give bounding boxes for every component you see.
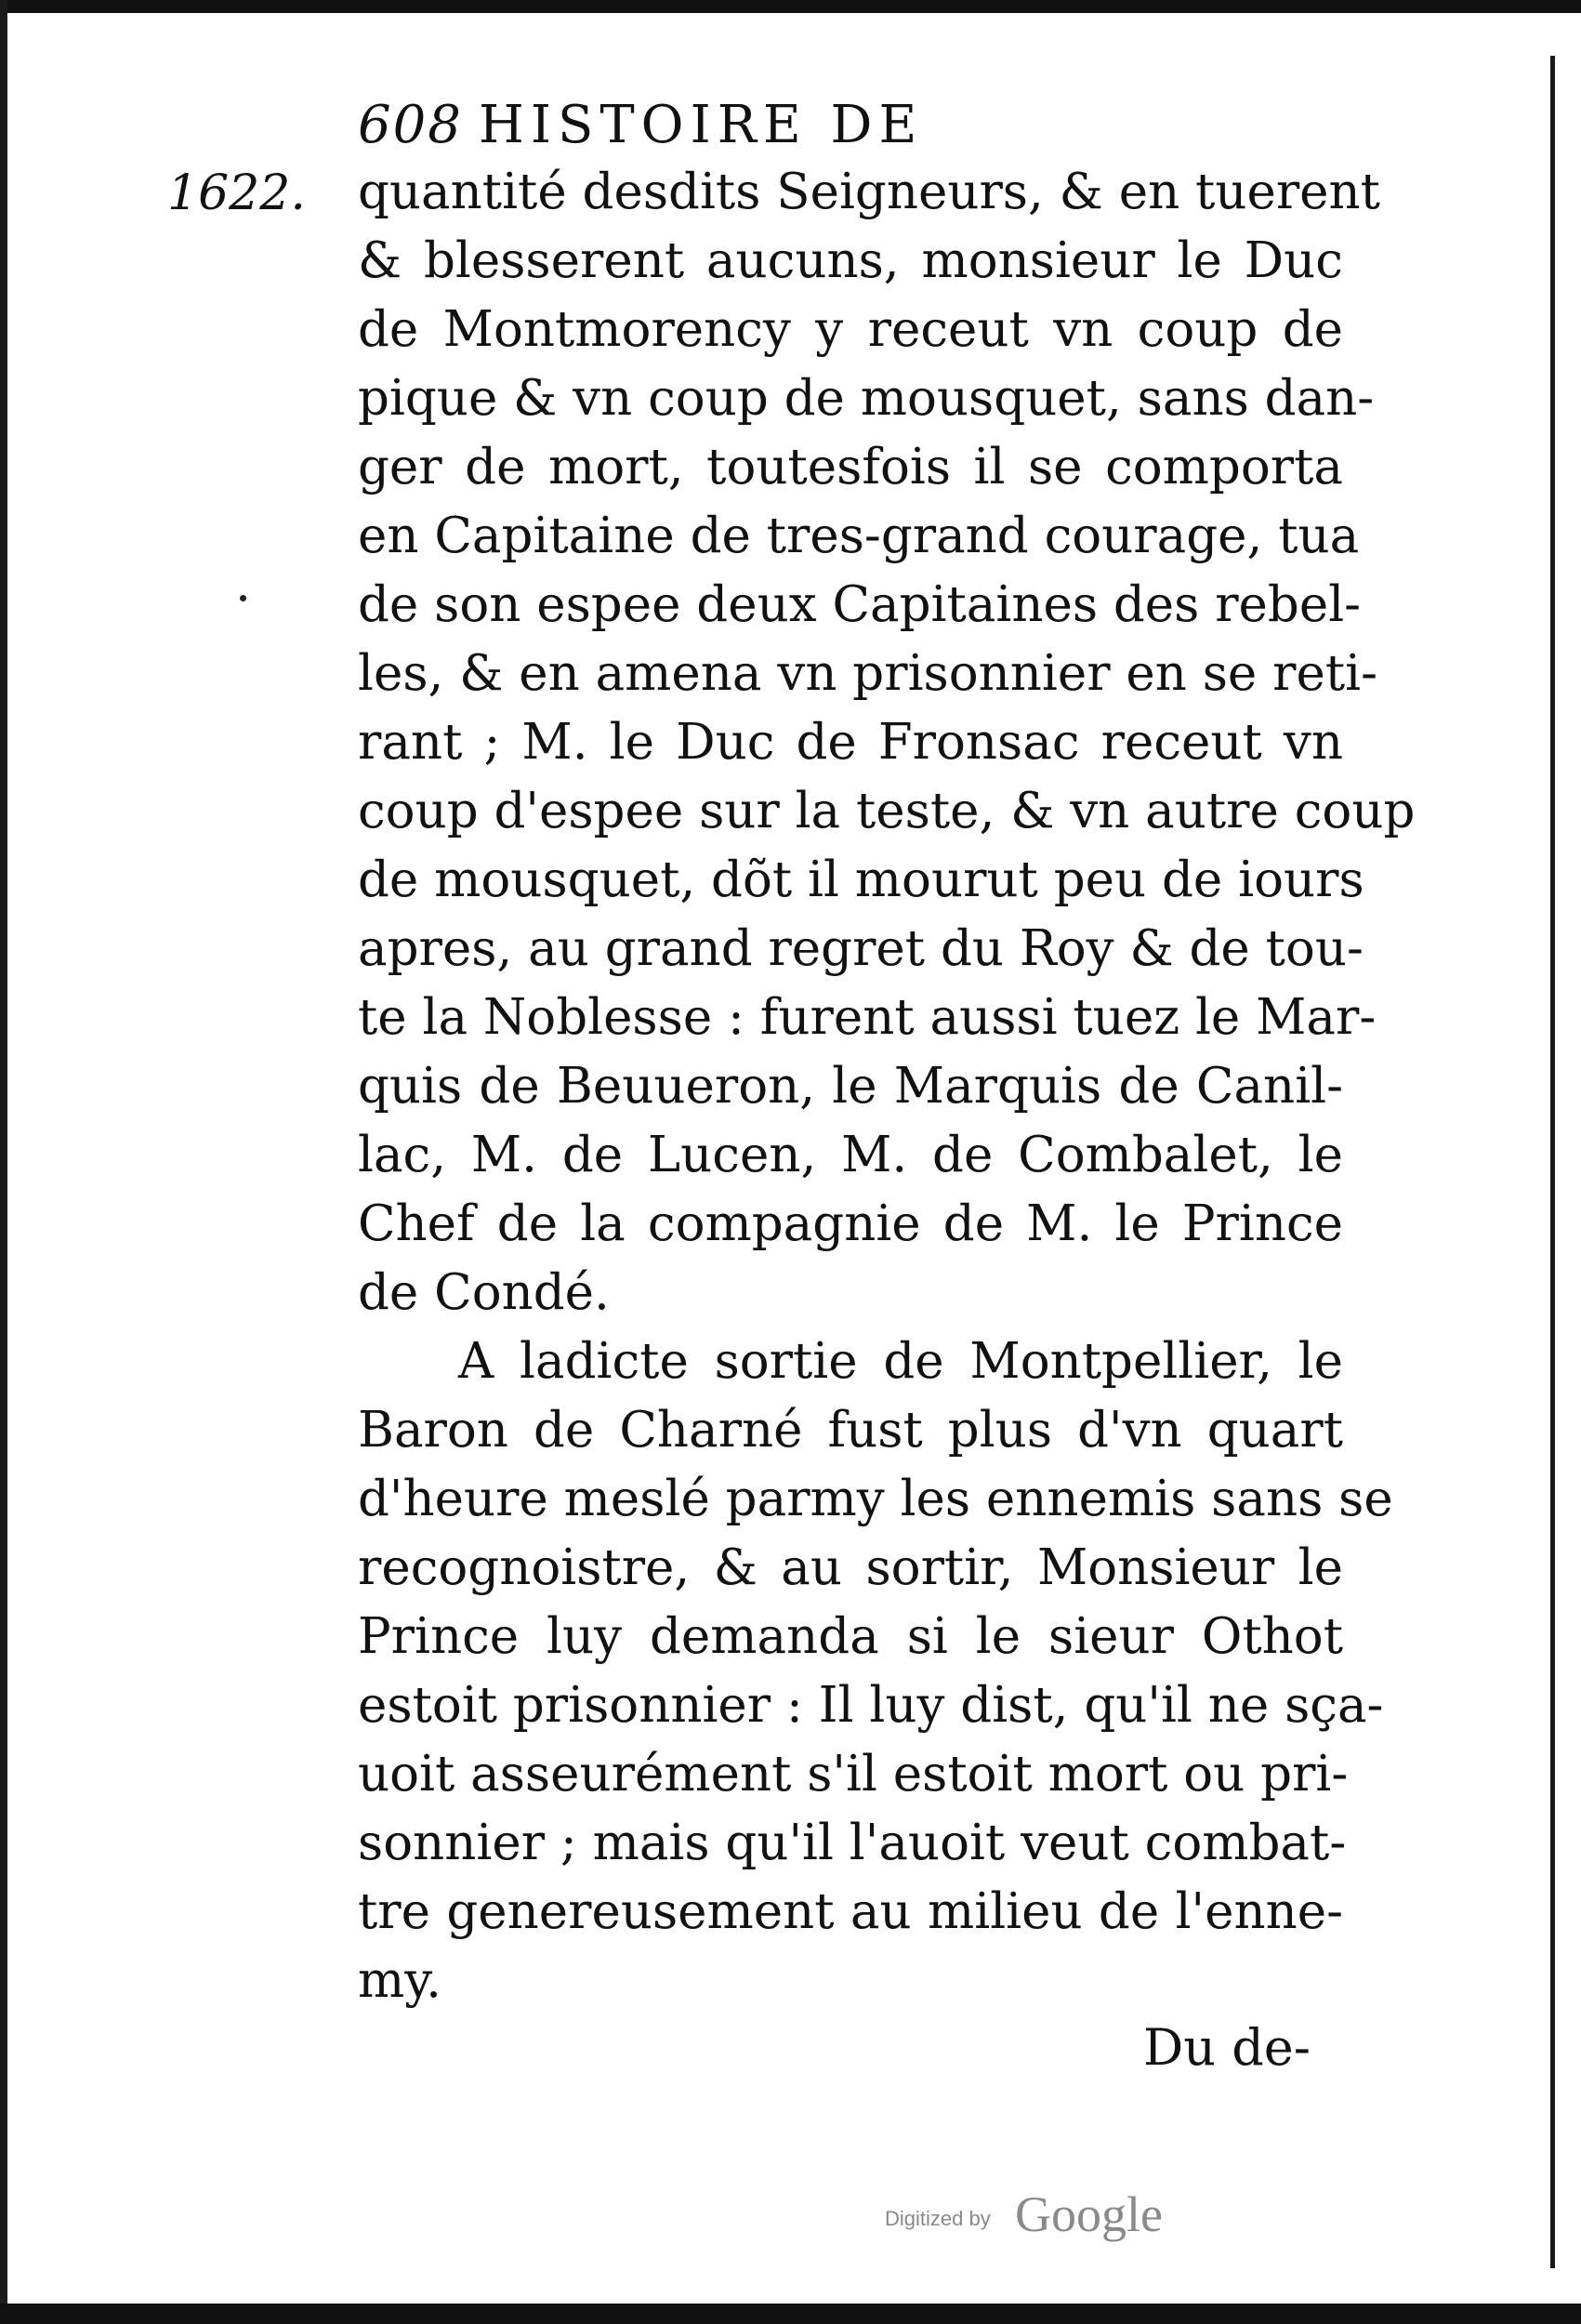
text-line: uoit asseurément s'il estoit mort ou pri-: [358, 1746, 1349, 1802]
text-line: Baron de Charné fust plus d'vn quart: [358, 1402, 1343, 1459]
text-line: pique & vn coup de mousquet, sans dan-: [358, 370, 1375, 427]
text-line: les, & en amena vn prisonnier en se reti-: [358, 645, 1378, 702]
text-line: lac, M. de Lucen, M. de Combalet, le: [358, 1127, 1343, 1183]
text-line: A ladicte sortie de Montpellier, le: [458, 1333, 1343, 1390]
text-line: quantité desdits Seigneurs, & en tuerent: [358, 164, 1380, 220]
page-number: 608: [358, 95, 463, 155]
text-line: de son espee deux Capitaines des rebel-: [358, 576, 1362, 633]
catchword: Du de-: [1143, 2018, 1311, 2077]
body-text: [358, 158, 1416, 2015]
text-line: de Condé.: [358, 1264, 610, 1321]
text-line: te la Noblesse : furent aussi tuez le Mar-: [358, 989, 1377, 1046]
running-title: HISTOIRE DE: [479, 95, 924, 155]
margin-mark: [240, 595, 246, 601]
text-line: recognoistre, & au sortir, Monsieur le: [358, 1539, 1343, 1596]
text-line: de Montmorency y receut vn coup de: [358, 301, 1343, 358]
scan-edge-right: [1550, 56, 1555, 2268]
text-line: Chef de la compagnie de M. le Prince: [358, 1195, 1343, 1252]
margin-year-note: 1622.: [167, 165, 306, 221]
text-line: en Capitaine de tres-grand courage, tua: [358, 508, 1360, 564]
text-line: de mousquet, dõt il mourut peu de iours: [358, 852, 1364, 908]
scan-edge-top: [0, 0, 1581, 13]
digitized-watermark: [885, 2186, 1201, 2242]
text-line: estoit prisonnier : Il luy dist, qu'il ne sça-: [358, 1677, 1384, 1734]
text-line: apres, au grand regret du Roy & de tou-: [358, 920, 1364, 977]
text-line: my.: [358, 1952, 442, 2009]
text-line: sonnier ; mais qu'il l'auoit veut combat-: [358, 1815, 1347, 1871]
text-line: coup d'espee sur la teste, & vn autre coup: [358, 783, 1416, 839]
text-line: tre genereusement au milieu de l'enne-: [358, 1883, 1343, 1940]
text-line: d'heure meslé parmy les ennemis sans se: [358, 1471, 1393, 1527]
scan-edge-left: [0, 0, 7, 2324]
text-line: Prince luy demanda si le sieur Othot: [358, 1608, 1343, 1665]
text-line: ger de mort, toutesfois il se comporta: [358, 439, 1343, 495]
text-line: quis de Beuueron, le Marquis de Canil-: [358, 1058, 1343, 1115]
text-line: & blesserent aucuns, monsieur le Duc: [358, 232, 1343, 289]
running-head: [358, 93, 1194, 158]
digitized-label: Digitized by: [885, 2207, 991, 2230]
scan-edge-bottom: [0, 2304, 1581, 2324]
google-logo: Google: [1015, 2186, 1163, 2242]
text-line: rant ; M. le Duc de Fronsac receut vn: [358, 714, 1343, 771]
